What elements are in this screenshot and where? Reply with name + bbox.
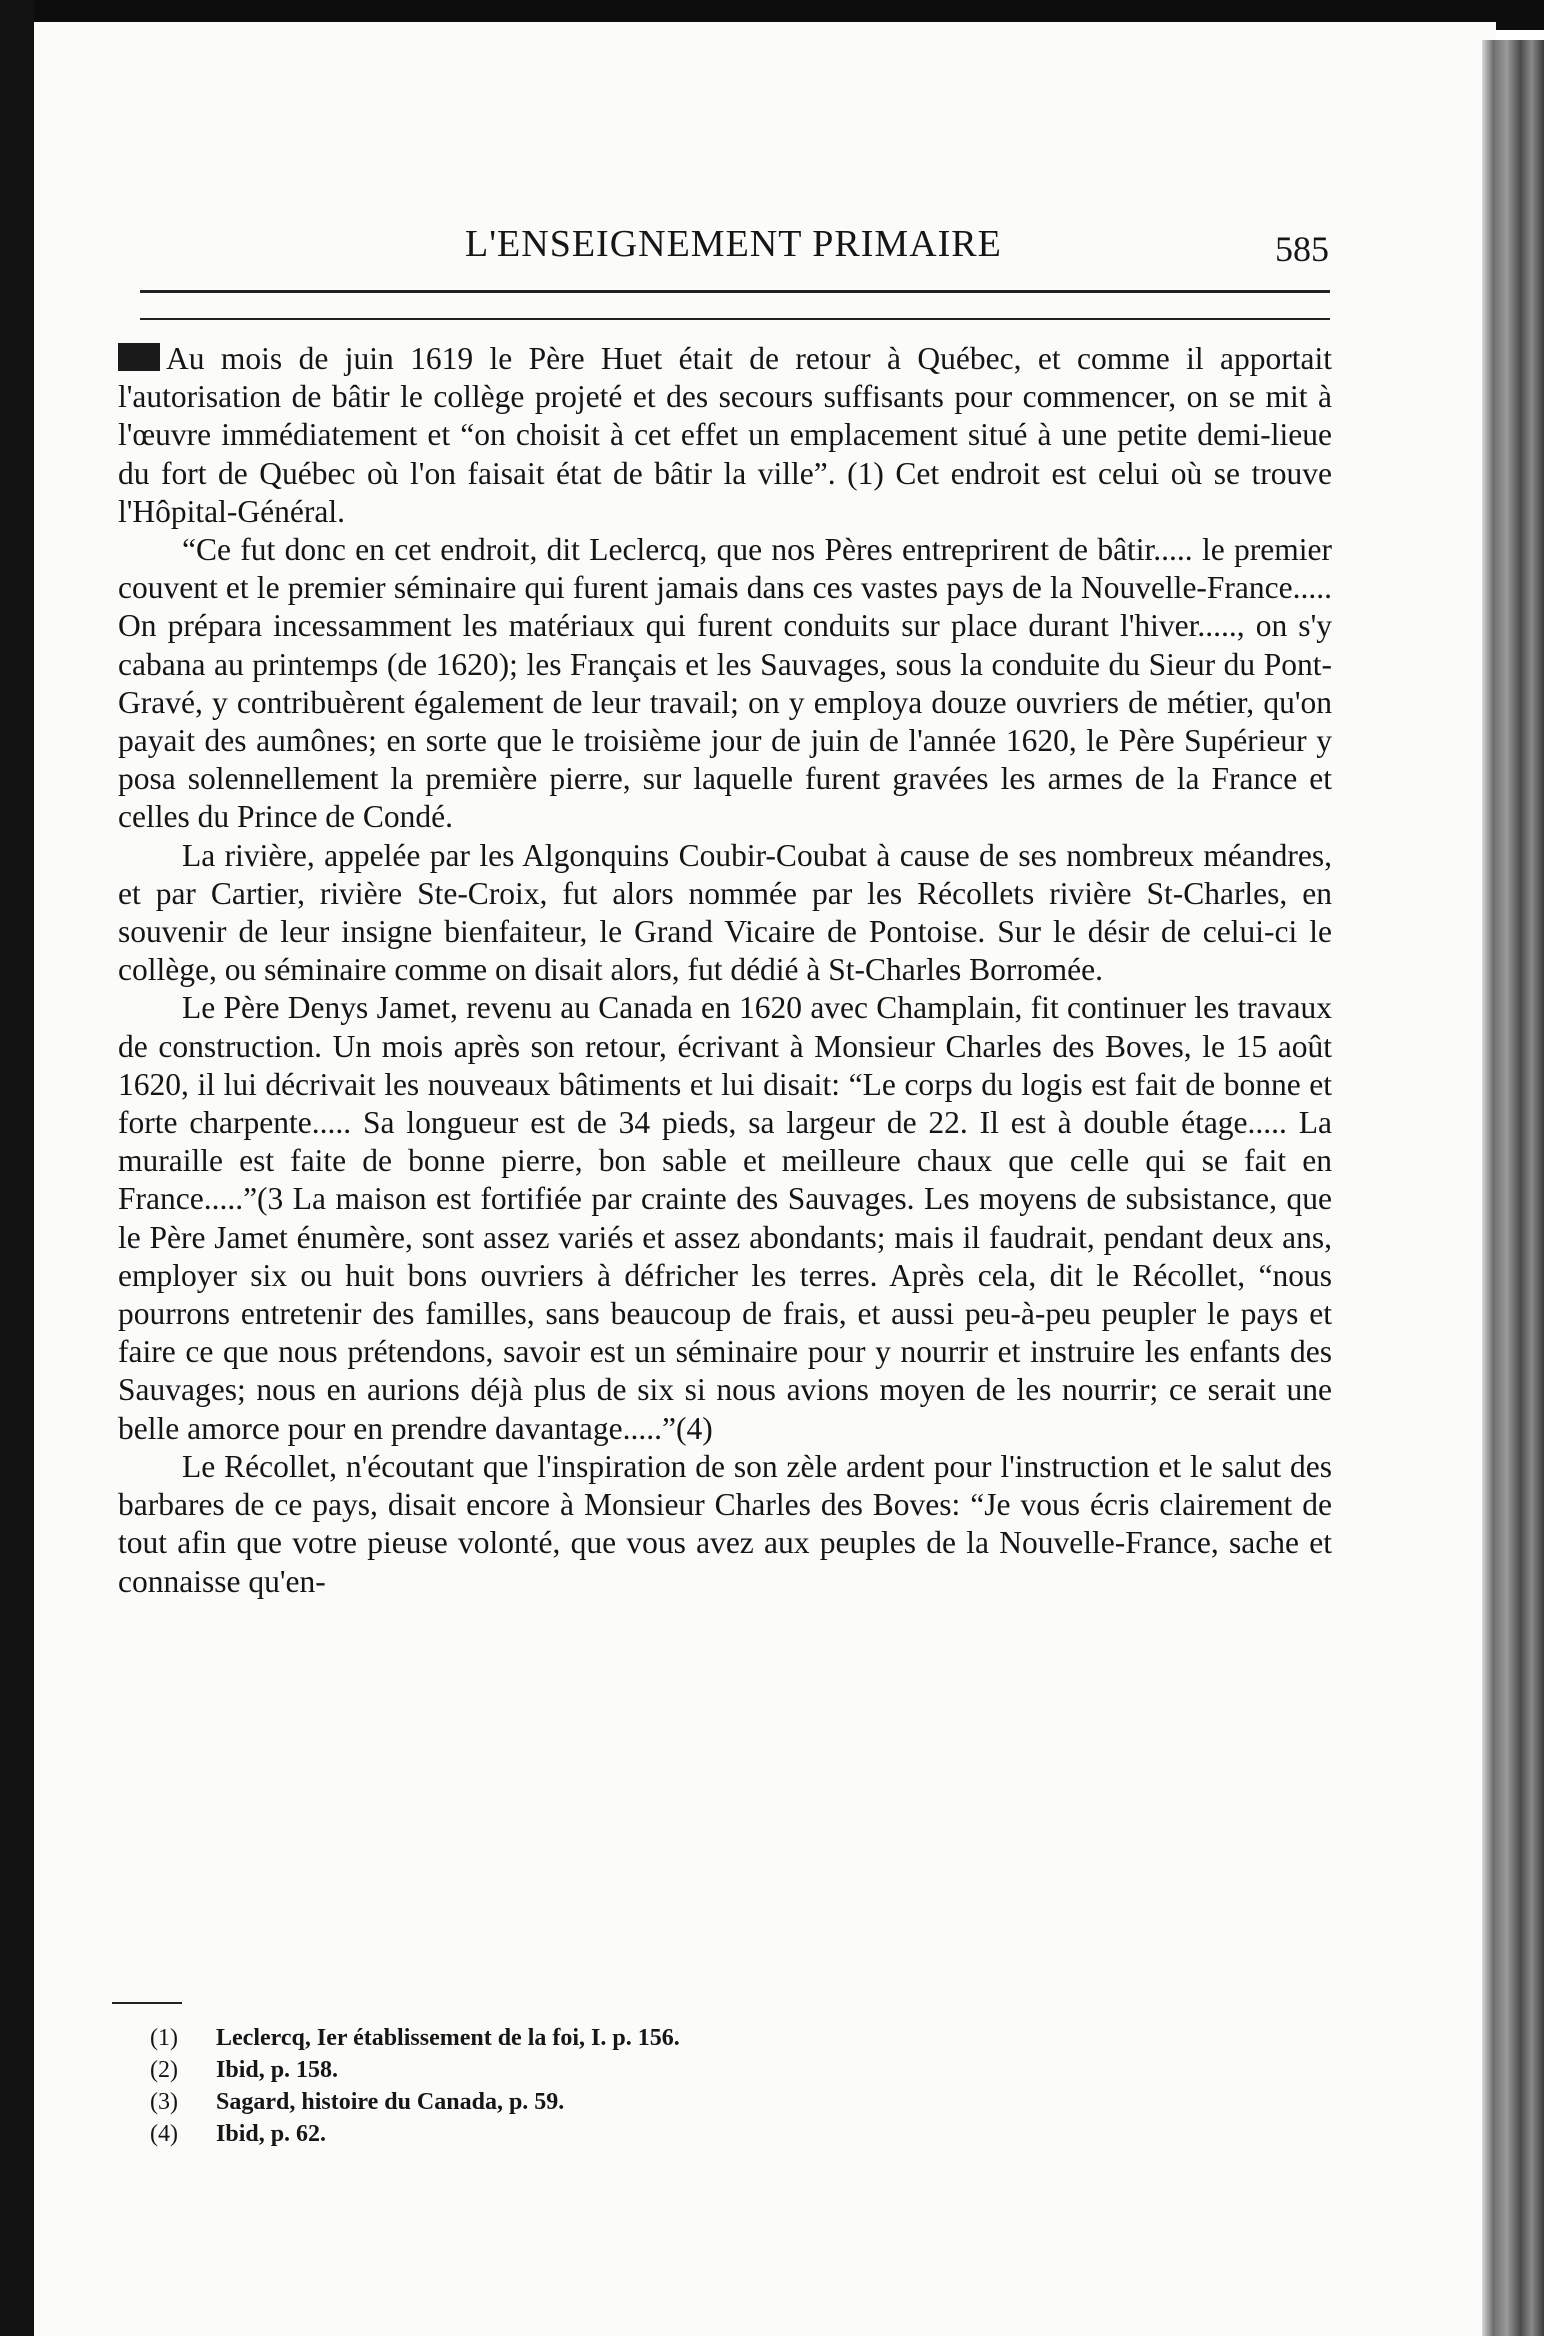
paragraph-2: “Ce fut donc en cet endroit, dit Leclercq, que nos Pères entreprirent de bâtir..... le premier couvent et le premier séminaire qui furent jamais dans ces vastes pays de la Nouvelle-France..... On prépara incessamment les matériaux qui furent conduits sur place durant l'hiver....., on s'y cabana au printemps (de 1620); les Français et les Sauvages, sous la conduite du Sieur du Pont-Gravé, y contribuèrent également de leur travail; on y employa douze ouvriers de métier, qu'on payait des aumônes; en sorte que le troisième jour de juin de l'année 1620, le Père Supérieur y posa solennellement la première pierre, sur laquelle furent gravées les armes de la France et celles du Prince de Condé. <box>118 532 1332 835</box>
body-text <box>118 340 1332 1601</box>
footnote <box>150 2086 1050 2118</box>
paragraph-5: Le Récollet, n'écoutant que l'inspiration de son zèle ardent pour l'instruction et le salut des barbares de ce pays, disait encore à Monsieur Charles des Boves: “Je vous écris clairement de tout afin que votre pieuse volonté, que vous avez aux peuples de la Nouvelle-France, sache et connaisse qu'en- <box>118 1448 1332 1599</box>
paragraph-1: Au mois de juin 1619 le Père Huet était de retour à Québec, et comme il apportait l'autorisation de bâtir le collège projeté et des secours suffisants pour commencer, on se mit à l'œuvre immédiatement et “on choisit à cet effet un emplacement situé à une petite demi-lieue du fort de Québec où l'on faisait état de bâtir la ville”. (1) Cet endroit est celui où se trouve l'Hôpital-Général. <box>118 341 1332 529</box>
ornament-initial-icon <box>118 343 160 371</box>
footnote-number: (3) <box>150 2089 178 2115</box>
footnote <box>150 2022 1050 2054</box>
footnote-text: Sagard, histoire du Canada, p. 59. <box>216 2089 565 2115</box>
running-head <box>0 222 1544 282</box>
footnote-number: (4) <box>150 2121 178 2147</box>
footnote <box>150 2054 1050 2086</box>
book-spine-edge <box>1482 40 1544 2336</box>
header-rule-thin <box>140 318 1330 320</box>
footnote-text: Ibid, p. 62. <box>216 2121 327 2147</box>
footnote-text: Ibid, p. 158. <box>216 2057 339 2083</box>
scan-left-border <box>0 0 34 2336</box>
paragraph-4: Le Père Denys Jamet, revenu au Canada en 1620 avec Champlain, fit continuer les travaux de construction. Un mois après son retour, écrivant à Monsieur Charles des Boves, le 15 août 1620, il lui décrivait les nouveaux bâtiments et lui disait: “Le corps du logis est fait de bonne et forte charpente..... Sa longueur est de 34 pieds, sa largeur de 22. Il est à double étage..... La muraille est faite de bonne pierre, bon sable et meilleure chaux que celle qui se fait en France.....”(3 La maison est fortifiée par crainte des Sauvages. Les moyens de subsistance, que le Père Jamet énumère, sont assez variés et assez abondants; mais il faudrait, pendant deux ans, employer six ou huit bons ouvriers à défricher les terres. Après cela, dit le Récollet, “nous pourrons entretenir des familles, sans beaucoup de frais, et aussi peu-à-peu peupler le pays et faire ce que nous prétendons, savoir est un séminaire pour y nourrir et instruire les enfants des Sauvages; nous en aurions déjà plus de six si nous avions moyen de les nourrir; ce serait une belle amorce pour en prendre davantage.....”(4) <box>118 990 1332 1446</box>
chapter-title: L'ENSEIGNEMENT PRIMAIRE <box>465 223 1002 265</box>
page-number: 585 <box>1275 229 1329 269</box>
footnote-number: (1) <box>150 2025 178 2051</box>
footnote-number: (2) <box>150 2057 178 2083</box>
footnote <box>150 2118 1050 2150</box>
paragraph-3: La rivière, appelée par les Algonquins Coubir-Coubat à cause de ses nombreux méandres, et par Cartier, rivière Ste-Croix, fut alors nommée par les Récollets rivière St-Charles, en souvenir de leur insigne bienfaiteur, le Grand Vicaire de Pontoise. Sur le désir de celui-ci le collège, ou séminaire comme on disait alors, fut dédié à St-Charles Borromée. <box>118 837 1332 988</box>
footnote-rule <box>112 2002 182 2004</box>
footnotes <box>150 2022 1050 2150</box>
header-rule-thick <box>140 290 1330 293</box>
footnote-text: Leclercq, Ier établissement de la foi, I. p. 156. <box>216 2025 680 2051</box>
